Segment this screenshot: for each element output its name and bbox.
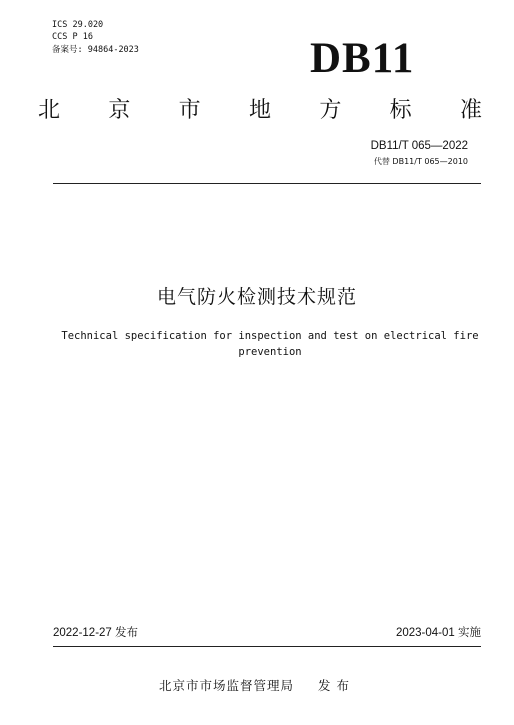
issuer-action: 发布 <box>318 678 356 693</box>
standard-logo: DB11 <box>310 35 415 82</box>
standard-number: DB11/T 065—2022 <box>370 140 468 152</box>
standard-type-char: 北 <box>38 98 61 123</box>
record-number: 备案号: 94864-2023 <box>52 45 139 55</box>
standard-type-char: 标 <box>389 98 412 123</box>
ccs-code: CCS P 16 <box>52 32 93 42</box>
issuer-line <box>0 677 514 695</box>
standard-type-char: 方 <box>319 98 342 123</box>
standard-type-char: 市 <box>178 98 201 123</box>
document-title-chinese: 电气防火检测技术规范 <box>156 286 357 308</box>
issue-date: 2022-12-27 发布 <box>53 627 139 639</box>
standard-type-char: 准 <box>459 98 482 123</box>
bottom-divider <box>53 646 481 647</box>
issuer-name: 北京市市场监督管理局 <box>158 678 294 693</box>
standard-type-char: 地 <box>248 98 271 123</box>
replaces-standard: 代替 DB11/T 065—2010 <box>373 157 468 166</box>
standard-type-char: 京 <box>108 98 131 123</box>
standard-type-heading <box>38 96 482 126</box>
document-title-english: Technical specification for inspection and test on electrical fire prevention <box>61 330 479 358</box>
implementation-date: 2023-04-01 实施 <box>395 627 481 639</box>
top-divider <box>53 183 481 184</box>
ics-code: ICS 29.020 <box>52 20 104 30</box>
